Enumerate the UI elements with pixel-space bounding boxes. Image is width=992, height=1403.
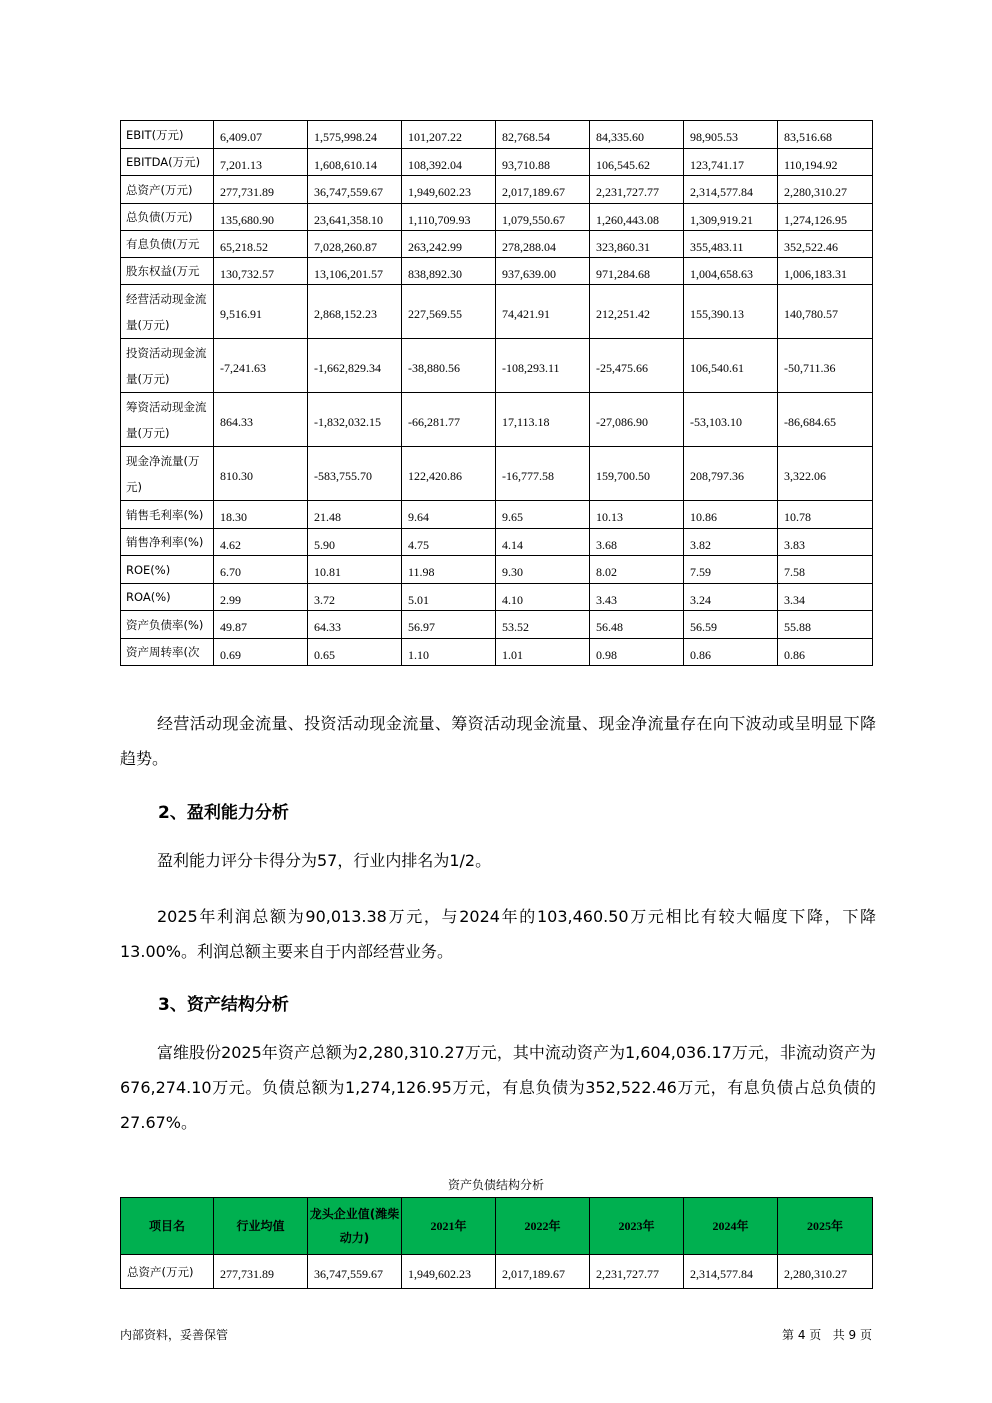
row-label: 筹资活动现金流量(万元)	[121, 393, 214, 447]
table-cell: 36,747,559.67	[308, 176, 402, 204]
table-cell: 355,483.11	[684, 231, 778, 258]
table-cell: 9,516.91	[214, 285, 308, 339]
table-cell: 53.52	[496, 611, 590, 639]
table-cell: 0.86	[778, 639, 873, 666]
asset-structure-heading: 3、资产结构分析	[158, 995, 289, 1015]
table-cell: 11.98	[402, 556, 496, 584]
table-cell: 65,218.52	[214, 231, 308, 258]
table-cell: 74,421.91	[496, 285, 590, 339]
row-label: EBITDA(万元)	[121, 149, 214, 176]
table-cell: 1,260,443.08	[590, 204, 684, 231]
table-cell: 278,288.04	[496, 231, 590, 258]
table-cell: 1,949,602.23	[402, 176, 496, 204]
balance-structure-table	[120, 1197, 873, 1289]
balance-table-caption: 资产负债结构分析	[447, 1178, 544, 1192]
table-row	[121, 1255, 873, 1289]
table-cell: -1,832,032.15	[308, 393, 402, 447]
table-cell: 3,322.06	[778, 447, 873, 501]
table-row	[121, 258, 873, 285]
table-cell: 4.62	[214, 529, 308, 556]
table-cell: 1,949,602.23	[402, 1255, 496, 1289]
table-cell: 3.72	[308, 584, 402, 611]
table-cell: 352,522.46	[778, 231, 873, 258]
table-cell: 1,006,183.31	[778, 258, 873, 285]
table-cell: 7,028,260.87	[308, 231, 402, 258]
row-label: 销售净利率(%)	[121, 529, 214, 556]
table-cell: 135,680.90	[214, 204, 308, 231]
table-cell: 227,569.55	[402, 285, 496, 339]
table-cell: 212,251.42	[590, 285, 684, 339]
table-cell: 10.78	[778, 501, 873, 529]
header-cell: 行业均值	[214, 1198, 308, 1255]
table-row	[121, 121, 873, 149]
table-cell: 0.65	[308, 639, 402, 666]
table-cell: 2.99	[214, 584, 308, 611]
table-cell: -108,293.11	[496, 339, 590, 393]
cashflow-note-paragraph: 经营活动现金流量、投资活动现金流量、筹资活动现金流量、现金净流量存在向下波动或呈明显下降趋势。	[120, 714, 876, 768]
table-cell: -7,241.63	[214, 339, 308, 393]
table-cell: 82,768.54	[496, 121, 590, 149]
table-cell: 1,110,709.93	[402, 204, 496, 231]
table-cell: 971,284.68	[590, 258, 684, 285]
table-cell: 2,314,577.84	[684, 176, 778, 204]
table-cell: 64.33	[308, 611, 402, 639]
header-cell: 项目名	[121, 1198, 214, 1255]
table-cell: 6.70	[214, 556, 308, 584]
header-cell: 2025年	[778, 1198, 873, 1255]
table-cell: 2,231,727.77	[590, 1255, 684, 1289]
row-label: ROE(%)	[121, 556, 214, 584]
row-label: 总负债(万元)	[121, 204, 214, 231]
table-cell: 7,201.13	[214, 149, 308, 176]
row-label: EBIT(万元)	[121, 121, 214, 149]
table-cell: 55.88	[778, 611, 873, 639]
table-cell: 84,335.60	[590, 121, 684, 149]
table-cell: 4.14	[496, 529, 590, 556]
table-cell: 3.83	[778, 529, 873, 556]
table-cell: 130,732.57	[214, 258, 308, 285]
table-cell: 2,314,577.84	[684, 1255, 778, 1289]
table-cell: 5.90	[308, 529, 402, 556]
table-cell: 838,892.30	[402, 258, 496, 285]
table-row	[121, 584, 873, 611]
table-cell: 3.68	[590, 529, 684, 556]
table-row	[121, 556, 873, 584]
row-label: 经营活动现金流量(万元)	[121, 285, 214, 339]
table-cell: 1,004,658.63	[684, 258, 778, 285]
table-cell: 17,113.18	[496, 393, 590, 447]
table-cell: -1,662,829.34	[308, 339, 402, 393]
row-label: 资产负债率(%)	[121, 611, 214, 639]
table-cell: 277,731.89	[214, 176, 308, 204]
footer-page-number: 第 4 页 共 9 页	[782, 1328, 872, 1342]
row-label: 股东权益(万元	[121, 258, 214, 285]
table-cell: 1.10	[402, 639, 496, 666]
table-row	[121, 285, 873, 339]
header-cell: 2022年	[496, 1198, 590, 1255]
table-cell: 2,280,310.27	[778, 1255, 873, 1289]
footer-confidential-note: 内部资料，妥善保管	[120, 1328, 229, 1342]
table-cell: 810.30	[214, 447, 308, 501]
header-cell: 2024年	[684, 1198, 778, 1255]
table-cell: 101,207.22	[402, 121, 496, 149]
table-cell: -38,880.56	[402, 339, 496, 393]
table-cell: 1,079,550.67	[496, 204, 590, 231]
table-cell: 2,231,727.77	[590, 176, 684, 204]
table-cell: 4.10	[496, 584, 590, 611]
table-row	[121, 339, 873, 393]
table-cell: 2,017,189.67	[496, 176, 590, 204]
table-cell: -53,103.10	[684, 393, 778, 447]
table-cell: -66,281.77	[402, 393, 496, 447]
table-cell: 323,860.31	[590, 231, 684, 258]
table-row	[121, 176, 873, 204]
profit-score-paragraph: 盈利能力评分卡得分为57，行业内排名为1/2。	[157, 851, 492, 870]
table-cell: 1,608,610.14	[308, 149, 402, 176]
table-cell: -583,755.70	[308, 447, 402, 501]
profit-detail-paragraph: 2025年利润总额为90,013.38万元，与2024年的103,460.50万元相比有较大幅度下降，下降13.00%。利润总额主要来自于内部经营业务。	[120, 907, 876, 961]
table-cell: 123,741.17	[684, 149, 778, 176]
table-cell: 4.75	[402, 529, 496, 556]
table-cell: 83,516.68	[778, 121, 873, 149]
table-cell: 159,700.50	[590, 447, 684, 501]
table-cell: 56.59	[684, 611, 778, 639]
table-cell: 2,868,152.23	[308, 285, 402, 339]
table-cell: 10.13	[590, 501, 684, 529]
balance-table-header-row	[121, 1198, 873, 1255]
table-cell: 0.69	[214, 639, 308, 666]
table-cell: 1,274,126.95	[778, 204, 873, 231]
table-cell: 3.82	[684, 529, 778, 556]
table-cell: 3.24	[684, 584, 778, 611]
table-cell: 56.97	[402, 611, 496, 639]
table-row	[121, 501, 873, 529]
row-label: 现金净流量(万元)	[121, 447, 214, 501]
table-cell: 0.98	[590, 639, 684, 666]
table-row	[121, 447, 873, 501]
table-cell: -25,475.66	[590, 339, 684, 393]
header-cell: 龙头企业值(潍柴动力)	[308, 1198, 402, 1255]
table-cell: 937,639.00	[496, 258, 590, 285]
table-row	[121, 149, 873, 176]
header-cell: 2023年	[590, 1198, 684, 1255]
table-cell: 5.01	[402, 584, 496, 611]
table-cell: 140,780.57	[778, 285, 873, 339]
table-row	[121, 393, 873, 447]
table-cell: -16,777.58	[496, 447, 590, 501]
row-label: 有息负债(万元	[121, 231, 214, 258]
table-cell: 49.87	[214, 611, 308, 639]
table-cell: 110,194.92	[778, 149, 873, 176]
table-cell: 1,309,919.21	[684, 204, 778, 231]
table-cell: -27,086.90	[590, 393, 684, 447]
table-cell: 3.43	[590, 584, 684, 611]
row-label: 销售毛利率(%)	[121, 501, 214, 529]
table-cell: 208,797.36	[684, 447, 778, 501]
row-label: ROA(%)	[121, 584, 214, 611]
table-cell: 56.48	[590, 611, 684, 639]
table-row	[121, 529, 873, 556]
row-label: 资产周转率(次	[121, 639, 214, 666]
table-cell: 36,747,559.67	[308, 1255, 402, 1289]
table-cell: 98,905.53	[684, 121, 778, 149]
table-cell: 23,641,358.10	[308, 204, 402, 231]
financial-indicators-table	[120, 120, 873, 666]
table-cell: 263,242.99	[402, 231, 496, 258]
table-cell: 93,710.88	[496, 149, 590, 176]
table-cell: 9.64	[402, 501, 496, 529]
table-cell: 9.30	[496, 556, 590, 584]
asset-detail-paragraph: 富维股份2025年资产总额为2,280,310.27万元，其中流动资产为1,604,036.17万元，非流动资产为676,274.10万元。负债总额为1,274,126.95万元，有息负债为352,522.46万元，有息负债占总负债的27.67%。	[120, 1043, 876, 1132]
header-cell: 2021年	[402, 1198, 496, 1255]
table-row	[121, 611, 873, 639]
table-row	[121, 639, 873, 666]
table-cell: 6,409.07	[214, 121, 308, 149]
table-cell: 277,731.89	[214, 1255, 308, 1289]
table-cell: 106,540.61	[684, 339, 778, 393]
table-cell: 8.02	[590, 556, 684, 584]
row-label: 总资产(万元)	[121, 1255, 214, 1289]
table-cell: 18.30	[214, 501, 308, 529]
table-cell: 3.34	[778, 584, 873, 611]
table-cell: 2,280,310.27	[778, 176, 873, 204]
table-cell: 0.86	[684, 639, 778, 666]
table-cell: 106,545.62	[590, 149, 684, 176]
table-cell: 10.86	[684, 501, 778, 529]
table-cell: 108,392.04	[402, 149, 496, 176]
table-cell: 13,106,201.57	[308, 258, 402, 285]
table-cell: 21.48	[308, 501, 402, 529]
table-row	[121, 231, 873, 258]
table-cell: -86,684.65	[778, 393, 873, 447]
table-cell: 7.58	[778, 556, 873, 584]
table-cell: 2,017,189.67	[496, 1255, 590, 1289]
row-label: 总资产(万元)	[121, 176, 214, 204]
table-cell: 1.01	[496, 639, 590, 666]
table-row	[121, 204, 873, 231]
profit-analysis-heading: 2、盈利能力分析	[158, 803, 289, 823]
table-cell: 155,390.13	[684, 285, 778, 339]
table-cell: 9.65	[496, 501, 590, 529]
row-label: 投资活动现金流量(万元)	[121, 339, 214, 393]
table-cell: 122,420.86	[402, 447, 496, 501]
table-cell: 7.59	[684, 556, 778, 584]
table-cell: -50,711.36	[778, 339, 873, 393]
table-cell: 1,575,998.24	[308, 121, 402, 149]
table-cell: 864.33	[214, 393, 308, 447]
table-cell: 10.81	[308, 556, 402, 584]
